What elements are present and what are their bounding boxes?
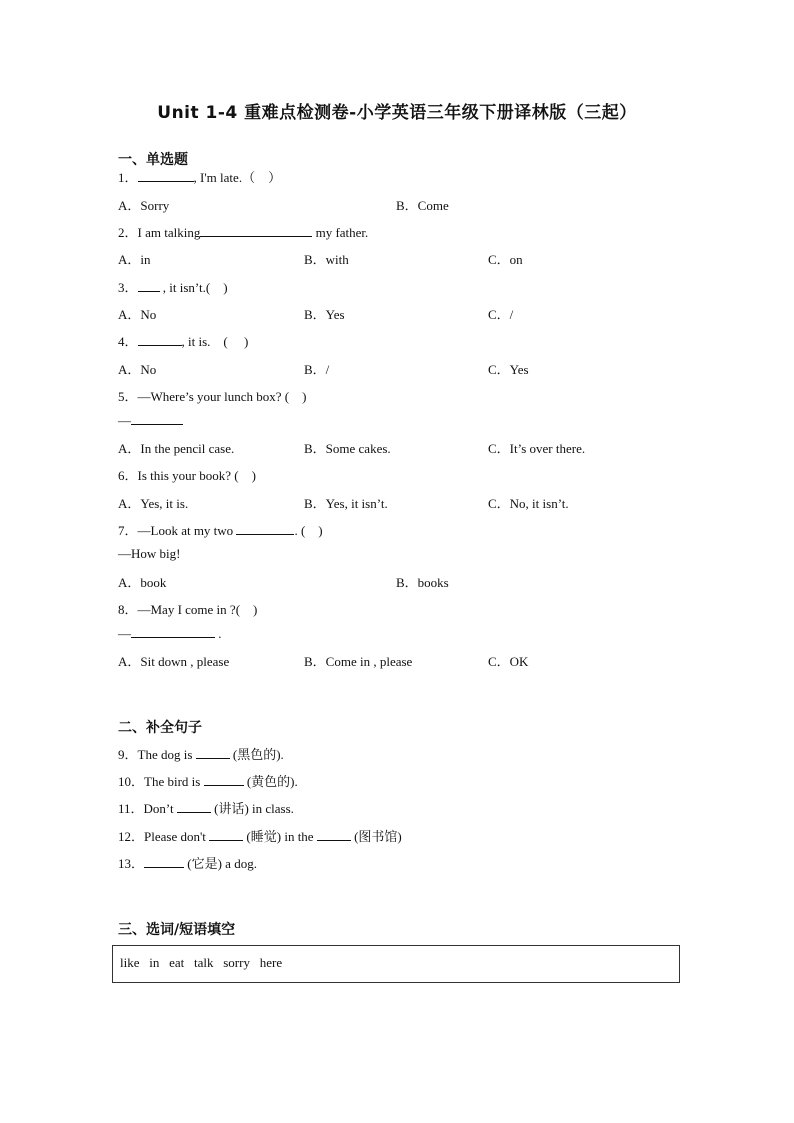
q3-option-b[interactable]: B．Yes: [304, 307, 345, 322]
q1-option-a[interactable]: A．Sorry: [118, 198, 170, 213]
section-heading-complete-sentences: 二、补全句子: [118, 720, 202, 736]
question-10: [118, 771, 298, 790]
q2-option-a[interactable]: A．in: [118, 252, 151, 267]
answer-blank[interactable]: [196, 746, 230, 759]
question-1-text: , I'm late.（ ）: [193, 170, 282, 185]
question-2: [118, 222, 368, 241]
q4-option-a[interactable]: A．No: [118, 362, 157, 377]
question-11-text-start: 11．Don’t: [118, 801, 177, 816]
word-bank-box: [112, 945, 680, 983]
reply-dash: —: [118, 413, 131, 428]
question-12-text-mid: (睡觉) in the: [243, 829, 317, 844]
answer-blank[interactable]: [200, 224, 312, 237]
question-5-reply: [118, 412, 183, 429]
answer-blank[interactable]: [204, 773, 244, 786]
question-9-text-end: (黑色的).: [229, 747, 284, 762]
q7-option-a[interactable]: A．book: [118, 575, 167, 590]
answer-blank[interactable]: [131, 412, 183, 425]
q8-option-b[interactable]: B．Come in , please: [304, 654, 413, 669]
question-7-text-start: 7．—Look at my two: [118, 523, 237, 538]
q5-option-b[interactable]: B．Some cakes.: [304, 441, 391, 456]
question-4-text: , it is. ( ): [181, 334, 249, 349]
question-13-text: (它是) a dog.: [184, 856, 257, 871]
question-7-text-end: . ( ): [294, 523, 323, 538]
question-12-text-start: 12．Please don't: [118, 829, 210, 844]
question-13: [118, 853, 257, 872]
question-3-number: 3．: [118, 280, 138, 295]
q2-option-b[interactable]: B．with: [304, 252, 349, 267]
answer-blank[interactable]: [209, 828, 243, 841]
question-1: [118, 167, 281, 186]
answer-blank[interactable]: [138, 169, 194, 182]
answer-blank[interactable]: [138, 333, 182, 346]
question-10-text-start: 10．The bird is: [118, 774, 204, 789]
answer-blank[interactable]: [131, 625, 215, 638]
section-heading-word-fill: 三、选词/短语填空: [118, 922, 236, 938]
word-bank-words: like in eat talk sorry here: [120, 955, 283, 970]
question-4: [118, 331, 248, 350]
q8-option-a[interactable]: A．Sit down , please: [118, 654, 230, 669]
question-7: [118, 520, 323, 539]
q3-option-c[interactable]: C．/: [488, 307, 514, 322]
reply-dash: —: [118, 626, 131, 641]
q5-option-c[interactable]: C．It’s over there.: [488, 441, 586, 456]
q4-option-c[interactable]: C．Yes: [488, 362, 529, 377]
reply-period: .: [215, 626, 222, 641]
question-5: 5．—Where’s your lunch box? ( ): [118, 389, 307, 404]
section-heading-single-choice: 一、单选题: [118, 152, 188, 168]
q6-option-b[interactable]: B．Yes, it isn’t.: [304, 496, 388, 511]
answer-blank[interactable]: [138, 279, 160, 292]
question-2-text-end: my father.: [312, 225, 369, 240]
question-9: [118, 744, 284, 763]
q6-option-a[interactable]: A．Yes, it is.: [118, 496, 189, 511]
q7-option-b[interactable]: B．books: [396, 575, 449, 590]
q4-option-b[interactable]: B．/: [304, 362, 330, 377]
q1-option-b[interactable]: B．Come: [396, 198, 449, 213]
question-8-reply: [118, 625, 222, 642]
question-3-text: , it isn’t.( ): [159, 280, 228, 295]
q8-option-c[interactable]: C．OK: [488, 654, 529, 669]
q6-option-c[interactable]: C．No, it isn’t.: [488, 496, 569, 511]
question-9-text-start: 9．The dog is: [118, 747, 196, 762]
question-12: [118, 826, 402, 845]
question-11-text-end: (讲话) in class.: [210, 801, 294, 816]
page-title: Unit 1-4 重难点检测卷-小学英语三年级下册译林版（三起）: [157, 103, 637, 123]
question-8: 8．—May I come in ?( ): [118, 602, 258, 617]
q5-option-a[interactable]: A．In the pencil case.: [118, 441, 235, 456]
question-2-text-start: 2．I am talking: [118, 225, 201, 240]
question-6: 6．Is this your book? ( ): [118, 468, 256, 483]
q3-option-a[interactable]: A．No: [118, 307, 157, 322]
question-12-text-end: (图书馆): [350, 829, 402, 844]
answer-blank[interactable]: [317, 828, 351, 841]
question-1-number: 1．: [118, 170, 138, 185]
question-3: [118, 277, 228, 296]
question-13-number: 13．: [118, 856, 145, 871]
answer-blank[interactable]: [177, 800, 211, 813]
question-11: [118, 798, 294, 817]
answer-blank[interactable]: [236, 522, 294, 535]
question-4-number: 4．: [118, 334, 138, 349]
answer-blank[interactable]: [144, 855, 184, 868]
q2-option-c[interactable]: C．on: [488, 252, 523, 267]
question-7-reply: —How big!: [118, 546, 181, 561]
question-10-text-end: (黄色的).: [243, 774, 298, 789]
